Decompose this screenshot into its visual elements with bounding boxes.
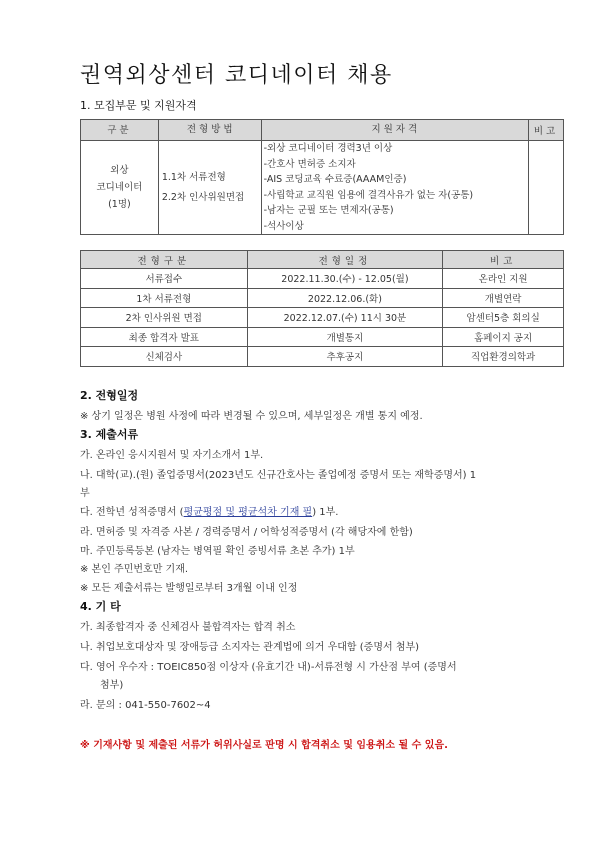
etc-item-na: 나. 취업보호대상자 및 장애등급 소지자는 관계법에 의거 우대함 (증명서 첨부) bbox=[80, 642, 420, 653]
doc-item-da-pre: 다. 전학년 성적증명서 ( bbox=[80, 507, 184, 518]
page-title: 권역외상센터 코디네이터 채용 bbox=[80, 63, 393, 88]
table-cell: 암센터5층 회의실 bbox=[443, 308, 564, 328]
table-cell: 온라인 지원 bbox=[443, 269, 564, 289]
table-row bbox=[81, 308, 564, 328]
table-cell: 1차 서류전형 bbox=[81, 288, 248, 308]
table-row bbox=[81, 347, 564, 367]
table-row bbox=[81, 327, 564, 347]
table-cell: 최종 합격자 발표 bbox=[81, 327, 248, 347]
category-line: (1명) bbox=[108, 199, 131, 210]
etc-item-ra: 라. 문의 : 041-550-7602~4 bbox=[80, 700, 211, 711]
category-cell bbox=[81, 141, 159, 235]
table-cell: 개별통지 bbox=[247, 327, 443, 347]
method-line: 1.1차 서류전형 bbox=[161, 171, 226, 183]
category-line: 코디네이터 bbox=[96, 182, 143, 193]
qualification-line: -외상 코디네이터 경력3년 이상 bbox=[263, 143, 393, 154]
table-cell: 개별연락 bbox=[443, 288, 564, 308]
etc-item-da: 다. 영어 우수자 : TOEIC850점 이상자 (유효기간 내)-서류전형 시 가산점 부여 (증명서 bbox=[80, 662, 457, 673]
table2-header: 전형일정 bbox=[247, 251, 443, 269]
table-cell: 서류접수 bbox=[81, 269, 248, 289]
table1-row bbox=[81, 141, 564, 235]
table-cell: 2차 인사위원 면접 bbox=[81, 308, 248, 328]
note-cell bbox=[529, 141, 564, 235]
doc-item-na: 나. 대학(교).(원) 졸업증명서(2023년도 신규간호사는 졸업예정 증명서 또는 재학증명서) 1 bbox=[80, 470, 477, 481]
doc-item-ga: 가. 온라인 응시지원서 및 자기소개서 1부. bbox=[80, 450, 264, 461]
method-cell bbox=[158, 141, 261, 235]
doc-item-ma: 마. 주민등록등본 (남자는 병역필 확인 증빙서류 초본 추가) 1부 bbox=[80, 546, 355, 557]
qualification-line: -간호사 면허증 소지자 bbox=[263, 158, 356, 170]
table-cell: 추후공지 bbox=[247, 347, 443, 367]
category-line: 외상 bbox=[110, 165, 129, 176]
table-cell: 2022.12.07.(수) 11시 30분 bbox=[247, 308, 443, 328]
section2-heading: 2. 전형일정 bbox=[80, 389, 139, 402]
table-cell: 2022.12.06.(화) bbox=[247, 288, 443, 308]
section1-heading: 1. 모집부문 및 지원자격 bbox=[80, 99, 197, 112]
table1-header: 전형방법 bbox=[158, 120, 261, 141]
table-cell: 직업환경의학과 bbox=[443, 347, 564, 367]
schedule-note: ※ 상기 일정은 병원 사정에 따라 변경될 수 있으며, 세부일정은 개별 통지 예정. bbox=[80, 411, 423, 422]
doc-note-1: ※ 본인 주민번호만 기재. bbox=[80, 564, 189, 575]
table1-header-row bbox=[81, 120, 564, 141]
doc-item-da-post: ) 1부. bbox=[312, 507, 339, 518]
qualification-cell bbox=[261, 141, 528, 235]
doc-item-na-cont: 부 bbox=[80, 488, 90, 499]
table2-header: 전형구분 bbox=[81, 251, 248, 269]
table1-header: 비고 bbox=[529, 120, 564, 141]
table1-header: 구분 bbox=[81, 120, 159, 141]
qualification-line: -AIS 코딩교육 수료증(AAAM인증) bbox=[263, 174, 407, 185]
qualification-line: -석사이상 bbox=[263, 220, 304, 232]
doc-item-ra: 라. 면허증 및 자격증 사본 / 경력증명서 / 어학성적증명서 (각 해당자에 한함) bbox=[80, 527, 413, 538]
table2-header: 비고 bbox=[443, 251, 564, 269]
warning-note: ※ 기재사항 및 제출된 서류가 허위사실로 판명 시 합격취소 및 임용취소 될 수 있음. bbox=[80, 740, 448, 751]
section3-heading: 3. 제출서류 bbox=[80, 428, 139, 441]
qualification-table bbox=[80, 119, 564, 235]
table-cell: 신체검사 bbox=[81, 347, 248, 367]
qualification-line: -남자는 군필 또는 면제자(공통) bbox=[263, 205, 394, 216]
table-row bbox=[81, 269, 564, 289]
table2-header-row bbox=[81, 251, 564, 269]
method-line: 2.2차 인사위원면접 bbox=[161, 191, 245, 203]
table1-header: 지원자격 bbox=[261, 120, 528, 141]
qualification-line: -사립학교 교직원 임용에 결격사유가 없는 자(공통) bbox=[263, 189, 474, 201]
section4-heading: 4. 기 타 bbox=[80, 600, 121, 613]
etc-item-da-cont: 첨부) bbox=[100, 680, 124, 691]
etc-item-ga: 가. 최종합격자 중 신체검사 불합격자는 합격 취소 bbox=[80, 622, 296, 633]
doc-item-da bbox=[80, 503, 338, 518]
table-cell: 홈페이지 공지 bbox=[443, 327, 564, 347]
doc-note-2: ※ 모든 제출서류는 발행일로부터 3개월 이내 인정 bbox=[80, 583, 298, 594]
table-row bbox=[81, 288, 564, 308]
gpa-rank-link[interactable]: 평균평점 및 평균석차 기재 필 bbox=[183, 507, 313, 518]
table-cell: 2022.11.30.(수) - 12.05(월) bbox=[247, 269, 443, 289]
schedule-table bbox=[80, 250, 564, 367]
